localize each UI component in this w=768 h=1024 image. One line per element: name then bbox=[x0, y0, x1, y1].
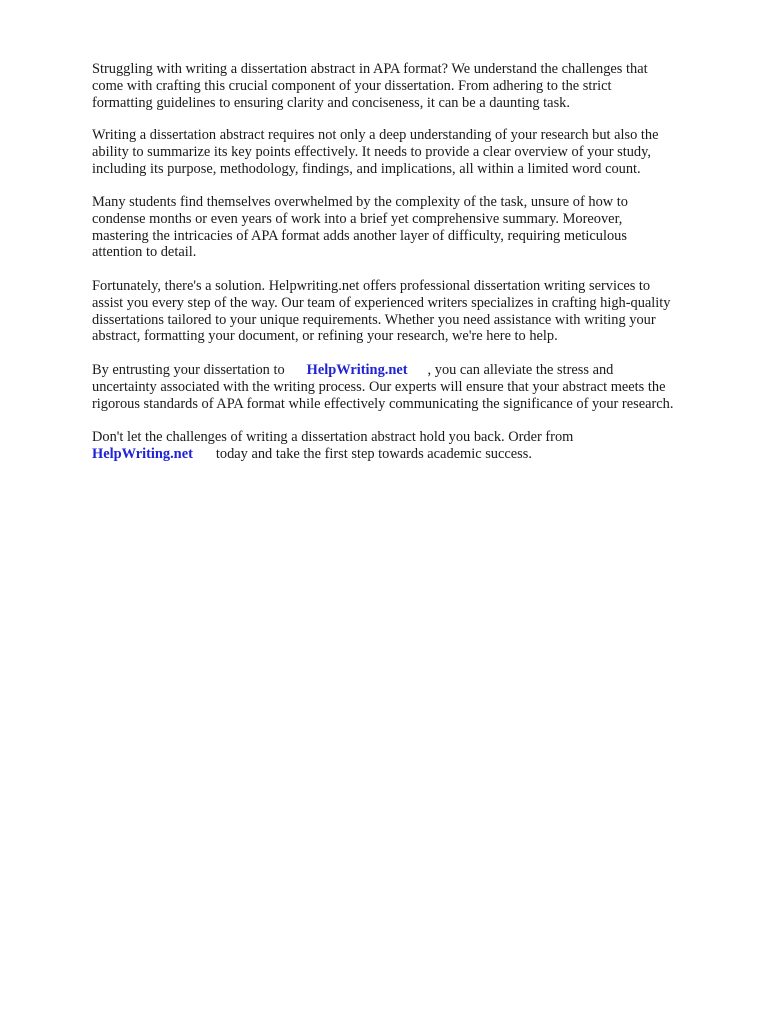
text-line: Struggling with writing a dissertation abstract in APA format? We understand the challenges that bbox=[92, 61, 648, 77]
paragraph-solution bbox=[92, 278, 752, 345]
helpwriting-link[interactable]: HelpWriting.net bbox=[92, 445, 193, 462]
text-line: uncertainty associated with the writing process. Our experts will ensure that your abstract meets the bbox=[92, 378, 666, 395]
text-line bbox=[92, 446, 752, 463]
cta-text-after: today and take the first step towards academic success. bbox=[215, 445, 532, 462]
text-line: mastering the intricacies of APA format adds another layer of difficulty, requiring meticulous bbox=[92, 227, 627, 244]
text-line: ability to summarize its key points effectively. It needs to provide a clear overview of your study, bbox=[92, 143, 651, 160]
text-line: including its purpose, methodology, findings, and implications, all within a limited word count. bbox=[92, 160, 641, 177]
text-line: dissertations tailored to your unique requirements. Whether you need assistance with writing your bbox=[92, 311, 656, 328]
text-line: Don't let the challenges of writing a dissertation abstract hold you back. Order from bbox=[92, 429, 574, 445]
text-line: attention to detail. bbox=[92, 244, 197, 261]
helpwriting-link[interactable]: HelpWriting.net bbox=[306, 362, 408, 378]
text-line: Writing a dissertation abstract requires not only a deep understanding of your research but also the bbox=[92, 127, 659, 143]
paragraph-intro bbox=[92, 61, 752, 111]
entrust-text-after: , you can alleviate the stress and bbox=[427, 362, 614, 378]
text-line: abstract, formatting your document, or refining your research, we're here to help. bbox=[92, 328, 558, 345]
paragraph-requirements bbox=[92, 127, 752, 177]
text-line: condense months or even years of work into a brief yet comprehensive summary. Moreover, bbox=[92, 210, 623, 227]
text-line: formatting guidelines to ensuring clarity and conciseness, it can be a daunting task. bbox=[92, 94, 570, 111]
text-line: Many students find themselves overwhelmed by the complexity of the task, unsure of how to bbox=[92, 194, 628, 210]
entrust-text-before: By entrusting your dissertation to bbox=[92, 362, 285, 378]
paragraph-entrust bbox=[92, 362, 752, 412]
text-line: come with crafting this crucial component of your dissertation. From adhering to the strict bbox=[92, 77, 612, 94]
text-line: Fortunately, there's a solution. Helpwriting.net offers professional dissertation writing services to bbox=[92, 278, 651, 294]
paragraph-call-to-action bbox=[92, 429, 752, 463]
text-line bbox=[92, 362, 752, 379]
text-line: assist you every step of the way. Our team of experienced writers specializes in crafting high-quality bbox=[92, 294, 671, 311]
text-line: rigorous standards of APA format while effectively communicating the significance of your research. bbox=[92, 395, 674, 412]
paragraph-challenges bbox=[92, 194, 752, 261]
